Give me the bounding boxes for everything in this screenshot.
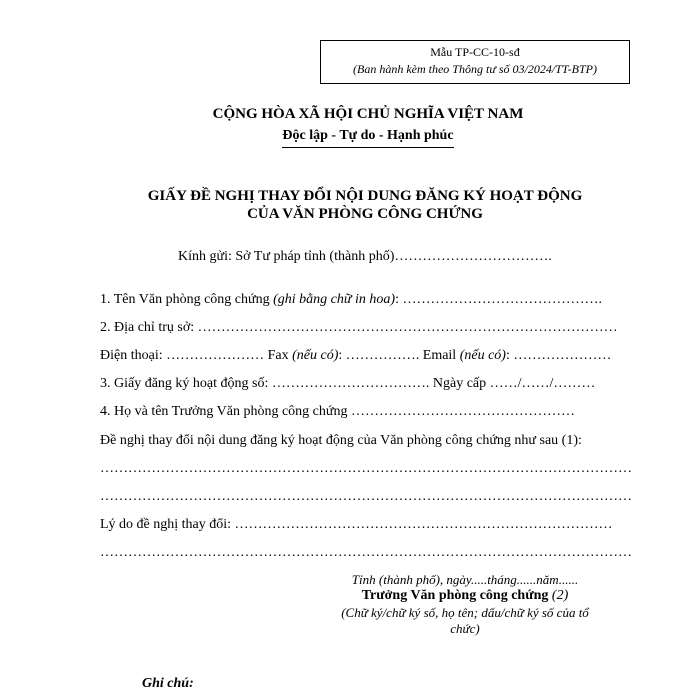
address-field: 2. Địa chỉ trụ sở: ………………………………………………………………………………: [100, 320, 618, 335]
change-request-line: Đề nghị thay đổi nội dung đăng ký hoạt động của Văn phòng công chứng như sau (1):: [100, 433, 582, 448]
dotted-line-1: ……………………………………………………………………………………………………: [100, 461, 632, 476]
contact-field: [100, 348, 611, 364]
dotted-line-2: ……………………………………………………………………………………………………: [100, 489, 632, 504]
document-title-line-1: GIẤY ĐỀ NGHỊ THAY ĐỔI NỘI DUNG ĐĂNG KÝ HOẠT ĐỘNG: [147, 188, 583, 204]
motto: Độc lập - Tự do - Hạnh phúc: [282, 128, 453, 148]
country-heading: CỘNG HÒA XÃ HỘI CHỦ NGHĨA VIỆT NAM: [212, 106, 524, 122]
signature-title-note: (2): [551, 588, 569, 603]
signature-instruction-2: chức): [450, 621, 480, 636]
email-label: : ……………. Email: [338, 348, 460, 363]
form-issued-note: (Ban hành kèm theo Thông tư số 03/2024/TT-BTP): [353, 62, 597, 76]
signature-date: Tỉnh (thành phố), ngày.....tháng......năm......: [351, 572, 579, 587]
document-title-line-2: CỦA VĂN PHÒNG CÔNG CHỨNG: [247, 206, 483, 222]
office-name-field: [100, 292, 602, 308]
head-name-field: 4. Họ và tên Trưởng Văn phòng công chứng …………………………………………: [100, 404, 575, 419]
email-hint: (nếu có): [459, 348, 506, 363]
reason-field: Lý do đề nghị thay đổi: ………………………………………………………………………: [100, 517, 613, 532]
license-field: 3. Giấy đăng ký hoạt động số: ……………………………. Ngày cấp ……/……/………: [100, 376, 596, 391]
form-code: Mẫu TP-CC-10-sđ: [430, 45, 520, 59]
office-name-hint: (ghi bằng chữ in hoa): [273, 292, 396, 307]
form-code-box: [320, 40, 630, 84]
recipient-line: Kính gửi: Sở Tư pháp tỉnh (thành phố)…………………………….: [178, 249, 552, 264]
office-name-dots: : …………………………………….: [395, 292, 602, 307]
notes-label: Ghi chú:: [142, 676, 194, 691]
dotted-line-3: ……………………………………………………………………………………………………: [100, 545, 632, 560]
signature-title-main: Trưởng Văn phòng công chứng: [361, 588, 552, 603]
phone-label: Điện thoại: ………………… Fax: [100, 348, 293, 363]
signature-instruction-1: (Chữ ký/chữ ký số, họ tên; dấu/chữ ký số của tổ: [341, 605, 589, 620]
email-dots: : …………………: [505, 348, 612, 363]
office-name-label: 1. Tên Văn phòng công chứng: [100, 292, 274, 307]
fax-hint: (nếu có): [292, 348, 339, 363]
motto-wrapper: [18, 128, 700, 148]
signature-title: [300, 588, 630, 604]
